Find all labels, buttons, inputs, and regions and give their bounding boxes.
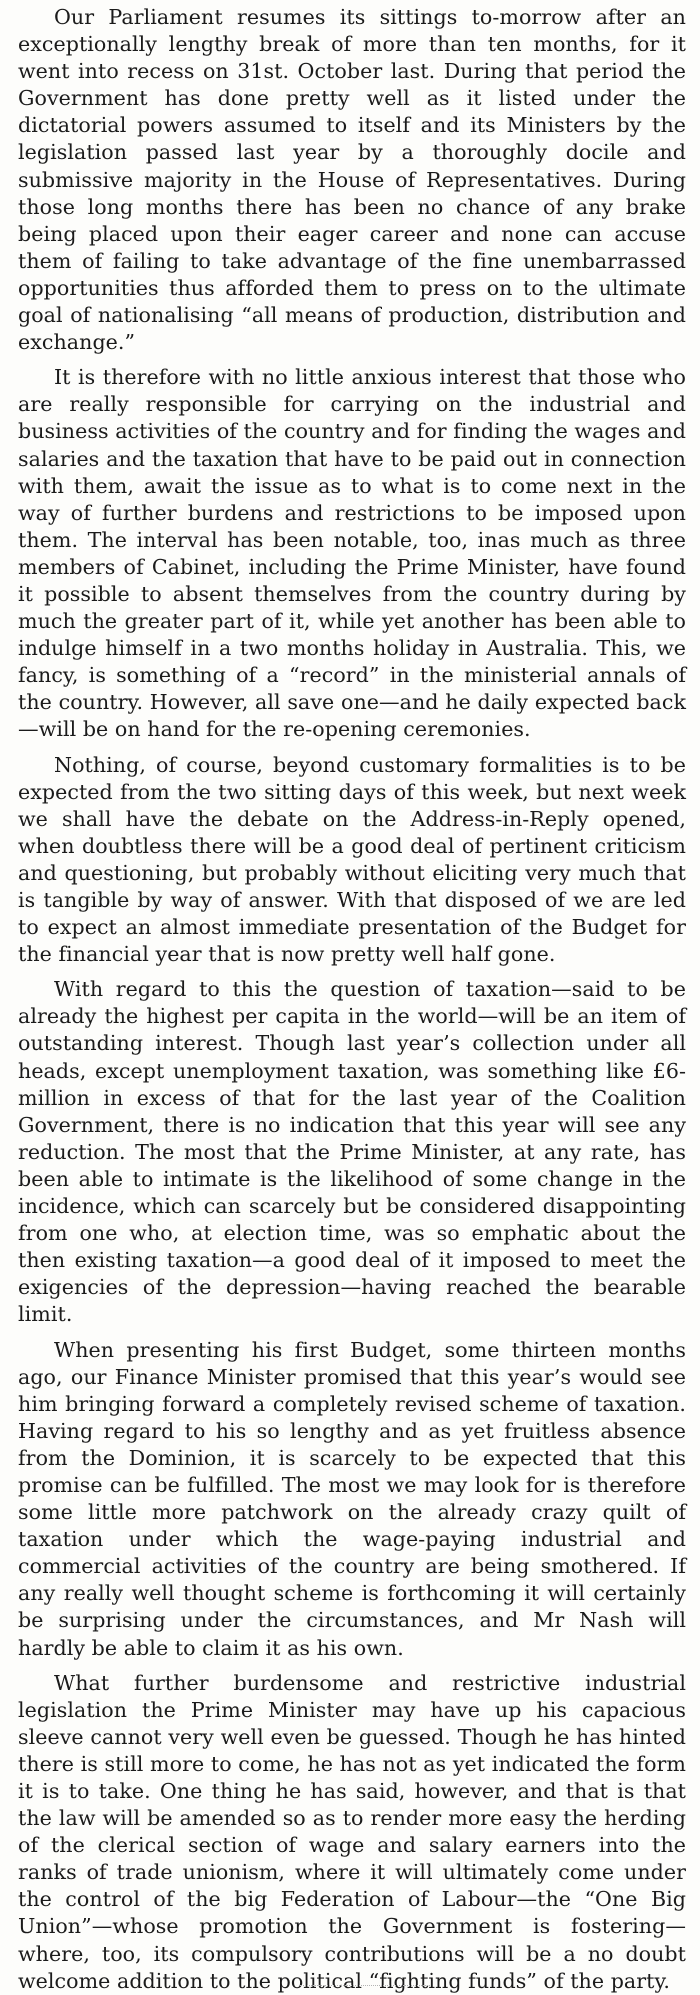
paragraph-industrial-legislation: What further burdensome and restrictive industrial legislation the Prime Minister may have up his capacious sleeve cannot very well even be guessed. Though he has hinted there is still more to come, he has not as yet indicated the form it is to take. One thing he has said, however, and that is that the law will be amended so as to render more easy the herding of the clerical section of wage and salary earners into the ranks of trade unionism, where it will ultimately come under the control of the big Federation of Labour—the “One Big Union”—whose promotion the Government is fostering—where, too, its compulsory contributions will be a no doubt welcome addition to the political “fighting funds” of the party. (18, 1670, 686, 1993)
paragraph-customary-formalities: Nothing, of course, beyond customary formalities is to be expected from the two sitting days of this week, but next week we shall have the debate on the Address-in-Reply opened, when doubtless there will be a good deal of pertinent criticism and questioning, but probably without eliciting very much that is tangible by way of answer. With that disposed of we are led to expect an almost immediate presentation of the Budget for the financial year that is now pretty well half gone. (18, 752, 686, 967)
page-end-rule (300, 1985, 430, 1988)
paragraph-first-budget: When presenting his first Budget, some thirteen months ago, our Finance Minister promised that this year’s would see him bringing forward a completely revised scheme of taxation. Having regard to his so lengthy and as yet fruitless absence from the Dominion, it is scarcely to be expected that this promise can be fulfilled. The most we may look for is therefore some little more patchwork on the already crazy quilt of taxation under which the wage-paying industrial and commercial activities of the country are being smothered. If any really well thought scheme is forthcoming it will certainly be surprising under the circumstances, and Mr Nash will hardly be able to claim it as his own. (18, 1337, 686, 1660)
paragraph-taxation-question: With regard to this the question of taxation—said to be already the highest per capita in the world—will be an item of outstanding interest. Though last year’s collection under all heads, except unemployment taxation, was something like £6-million in excess of that for the last year of the Coalition Government, there is no indication that this year will see any reduction. The most that the Prime Minister, at any rate, has been able to intimate is the likelihood of some change in the incidence, which can scarcely but be considered disappointing from one who, at election time, was so emphatic about the then existing taxation—a good deal of it imposed to meet the exigencies of the depression—having reached the bearable limit. (18, 977, 686, 1327)
paragraph-parliament-resumes: Our Parliament resumes its sittings to-morrow after an exceptionally lengthy break of more than ten months, for it went into recess on 31st. October last. During that period the Government has done pretty well as it listed under the dictatorial powers assumed to itself and its Ministers by the legislation passed last year by a thoroughly docile and submissive majority in the House of Representatives. During those long months there has been no chance of any brake being placed upon their eager career and none can accuse them of failing to take advantage of the fine unembarrassed opportunities thus afforded them to press on to the ultimate goal of nationalising “all means of production, distribution and exchange.” (18, 5, 686, 355)
article-column (18, 4, 686, 1995)
paragraph-anxious-interest: It is therefore with no little anxious interest that those who are really responsible for carrying on the industrial and business activities of the country and for finding the wages and salaries and the taxation that have to be paid out in connection with them, await the issue as to what is to come next in the way of further burdens and restrictions to be imposed upon them. The interval has been notable, too, inas much as three members of Cabinet, including the Prime Minister, have found it possible to absent themselves from the country during by much the greater part of it, while yet another has been able to indulge himself in a two months holiday in Australia. This, we fancy, is something of a “record” in the ministerial annals of the country. However, all save one—and he daily expected back—will be on hand for the re-opening ceremonies. (18, 365, 686, 742)
